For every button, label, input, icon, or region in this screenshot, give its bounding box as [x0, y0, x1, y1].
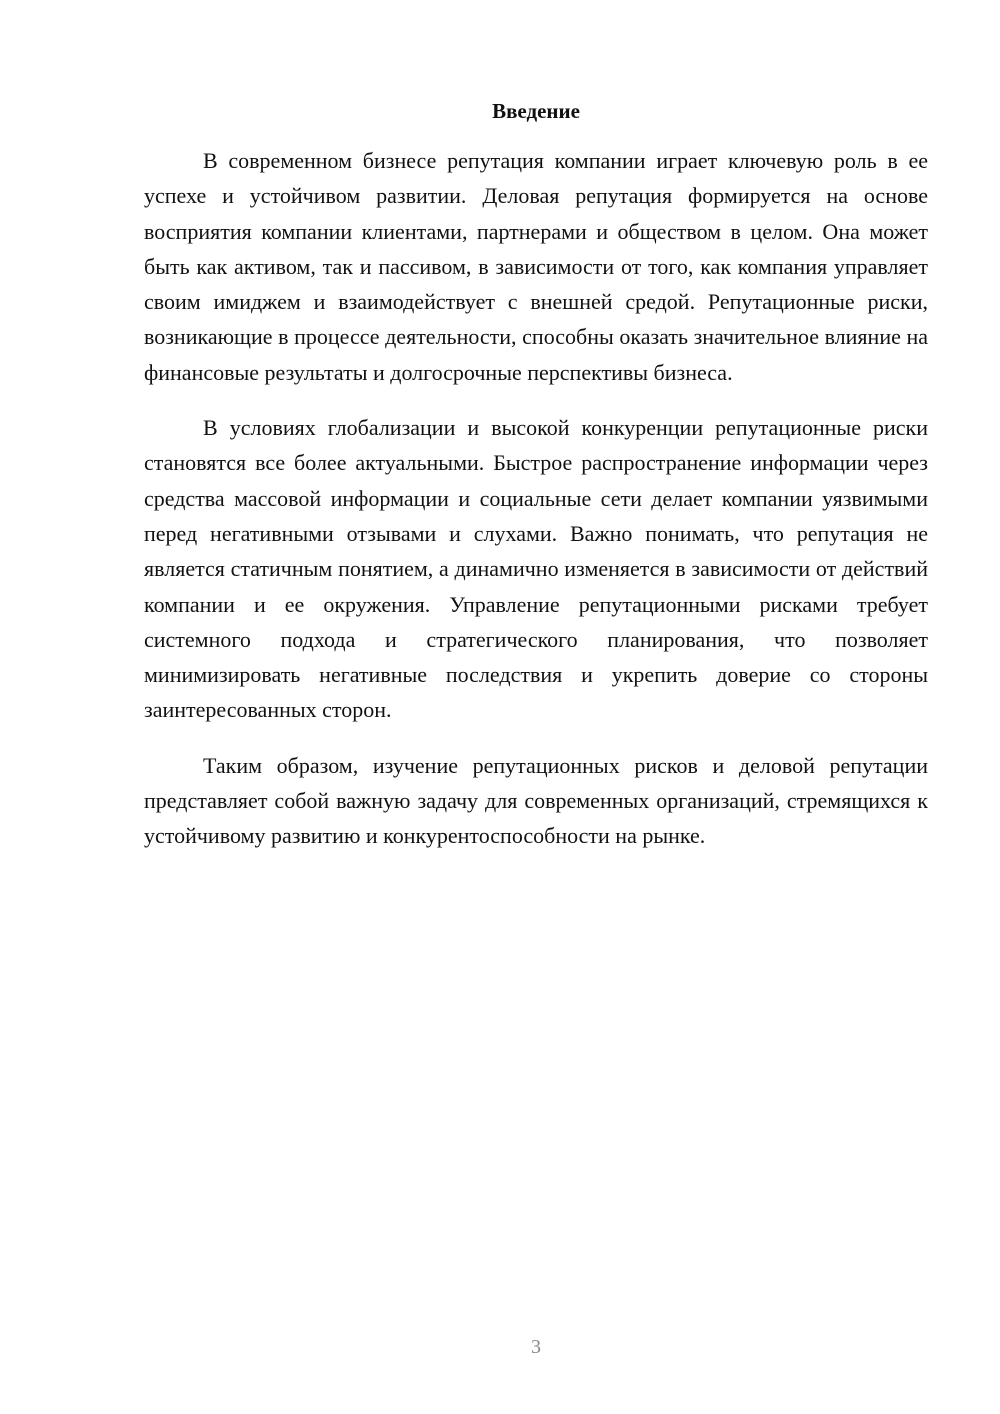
- body-text: [144, 143, 928, 874]
- page-number: 3: [531, 1336, 541, 1358]
- paragraph-2: В условиях глобализации и высокой конкуренции репутационные риски становятся все более актуальными. Быстрое распространение информации через средства массовой информации и социальные сети делает компании уязвимыми перед негативными отзывами и слухами. Важно понимать, что репутация не является статичным понятием, а динамично изменяется в зависимости от действий компании и ее окружения. Управление репутационными рисками требует системного подхода и стратегического планирования, что позволяет минимизировать негативные последствия и укрепить доверие со стороны заинтересованных сторон.: [144, 415, 928, 723]
- section-title: Введение: [492, 99, 580, 123]
- paragraph-3: Таким образом, изучение репутационных рисков и деловой репутации представляет собой важную задачу для современных организаций, стремящихся к устойчивому развитию и конкурентоспособности на рынке.: [144, 752, 928, 849]
- paragraph-1: В современном бизнесе репутация компании играет ключевую роль в ее успехе и устойчивом развитии. Деловая репутация формируется на основе восприятия компании клиентами, партнерами и обществом в целом. Она может быть как активом, так и пассивом, в зависимости от того, как компания управляет своим имиджем и взаимодействует с внешней средой. Репутационные риски, возникающие в процессе деятельности, способны оказать значительное влияние на финансовые результаты и долгосрочные перспективы бизнеса.: [144, 148, 928, 385]
